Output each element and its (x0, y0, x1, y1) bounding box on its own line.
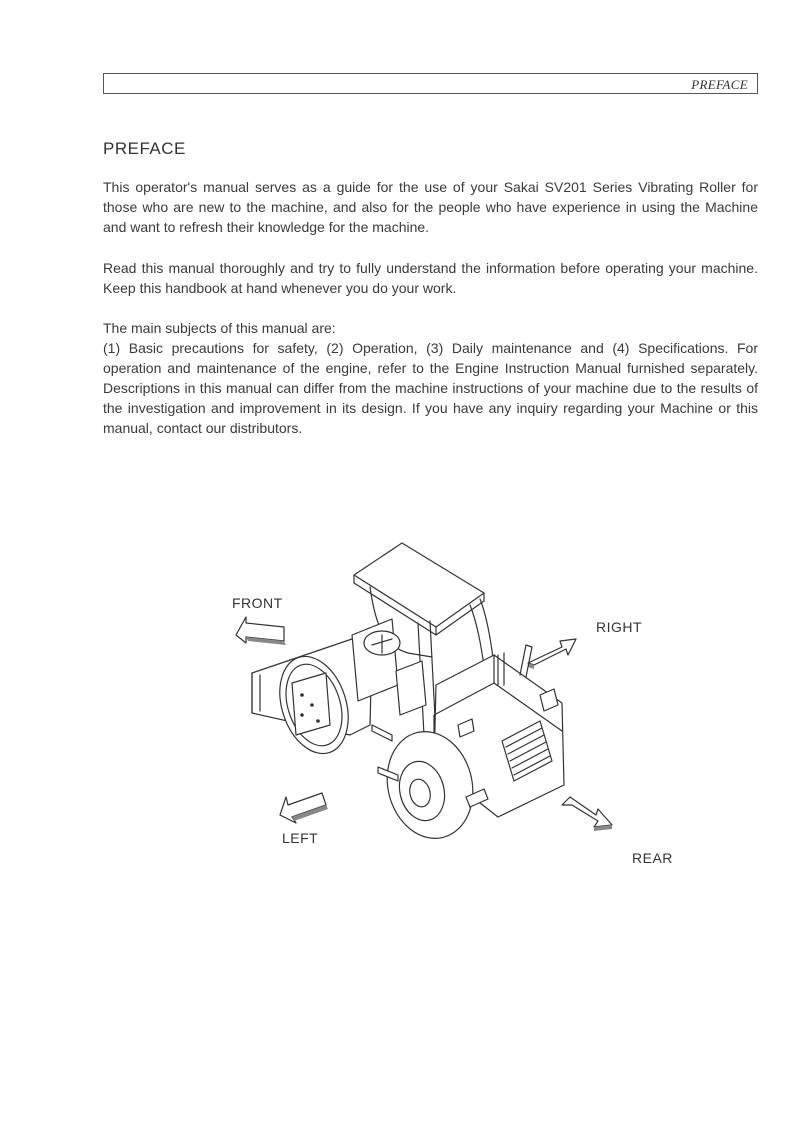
subjects-paragraph (103, 318, 758, 438)
read-paragraph: Read this manual thoroughly and try to fully understand the information before operating your machine. Keep this handbook at hand whenever you do your work. (103, 260, 758, 296)
subjects-heading: The main subjects of this manual are: (103, 320, 336, 336)
front-label: FRONT (232, 595, 283, 611)
rear-label: REAR (632, 850, 673, 866)
roller-drawing (222, 535, 692, 875)
subjects-body: (1) Basic precautions for safety, (2) Operation, (3) Daily maintenance and (4) Specifications. For operation and maintenance of the engine, refer to the Engine Instruction Manual furnished separately. Descriptions in this manual can differ from the machine instructions of your machine due to the results of the investigation and improvement in its design. If you have any inquiry regarding your Machine or this manual, contact our distributors. (103, 340, 758, 436)
left-label: LEFT (282, 830, 319, 846)
left-arrow-icon (280, 793, 328, 823)
page-title: PREFACE (103, 139, 186, 158)
header-bar (103, 73, 758, 94)
rear-arrow-icon (562, 797, 612, 831)
section-tag: PREFACE (691, 77, 748, 92)
intro-paragraph: This operator's manual serves as a guide for the use of your Sakai SV201 Series Vibrating Roller for those who are new to the machine, and also for the people who have experience in using the Machine and want to refresh their knowledge for the machine. (103, 179, 758, 235)
right-label: RIGHT (596, 619, 643, 635)
roller-illustration (222, 535, 692, 875)
front-arrow-icon (236, 617, 286, 645)
right-arrow-icon (528, 639, 576, 669)
